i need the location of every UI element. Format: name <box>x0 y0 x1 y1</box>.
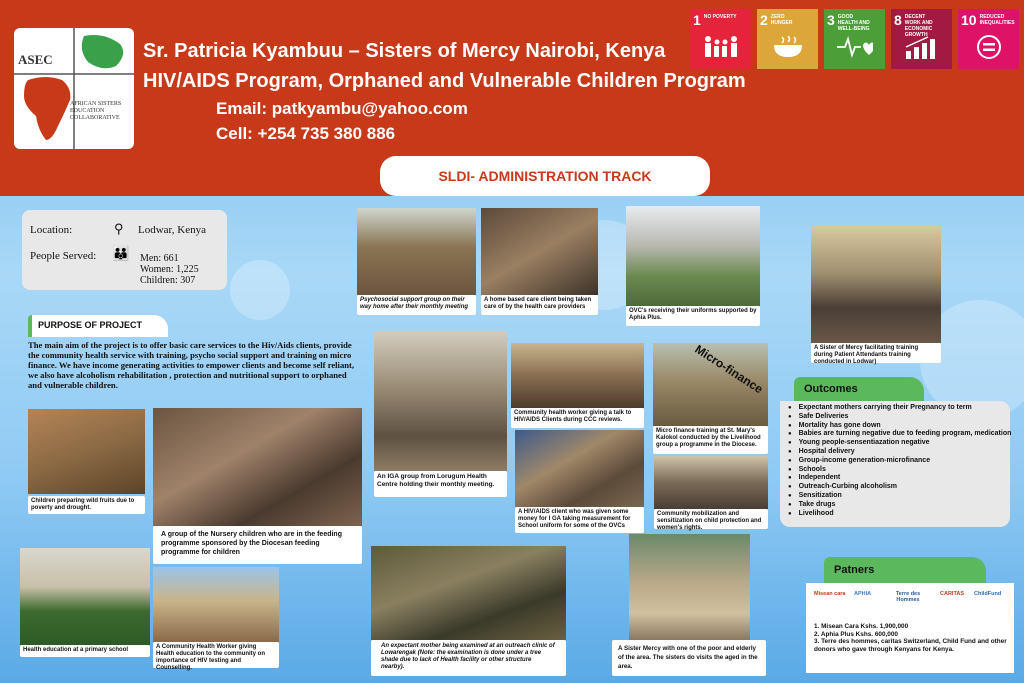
sdg-8-tile: 8 DECENT WORK AND ECONOMIC GROWTH <box>891 9 952 69</box>
partner-logo-childfund: ChildFund <box>974 591 1002 597</box>
sdg-3-tile: 3 GOOD HEALTH AND WELL-BEING <box>824 9 885 69</box>
caption-sister-training: A Sister of Mercy facilitating training during Patient Attendants training conducted in Lodwar) <box>811 343 941 363</box>
caption-iga: An IGA group from Lorugum Health Centre holding their monthly meeting. <box>374 471 507 497</box>
sdg-10-tile: 10 REDUCED INEQUALITIES <box>958 9 1019 69</box>
purpose-heading-tab <box>28 315 168 337</box>
photo-expectant-mother <box>371 546 566 640</box>
caption-children-fruits: Children preparing wild fruits due to poverty and drought. <box>28 496 145 514</box>
photo-nursery-children <box>153 408 362 526</box>
background-bubble <box>230 260 290 320</box>
outcome-item: ● Mortality has gone down <box>788 422 1005 431</box>
outcomes-list <box>780 401 1010 527</box>
caption-ovc: OVC's receiving their uniforms supported by Aphia Plus. <box>626 306 760 326</box>
outcome-item: ● Hospital delivery <box>788 448 1005 457</box>
women-count: Women: 1,225 <box>140 264 199 275</box>
caption-microfinance-training: Micro finance training at St. Mary's Kalokol conducted by the Livelihood group a programme in the Diocese. <box>653 426 768 454</box>
partner-logo-aphia: APHIA <box>854 591 872 597</box>
photo-chw-talk <box>511 343 644 408</box>
photo-home-based-care <box>481 208 598 295</box>
outcome-item: ● Independent <box>788 474 1005 483</box>
caption-psychosocial: Psychosocial support group on their way home after their monthly meeting <box>357 295 476 315</box>
photo-iga-group <box>374 331 507 471</box>
partner-logo-terre-des-hommes: Terre des Hommes <box>895 591 921 603</box>
outcome-item: ● Expectant mothers carrying their Pregnancy to term <box>788 404 1005 413</box>
bowl-icon <box>770 35 806 59</box>
poster-header <box>0 0 1024 196</box>
outcomes-heading-tab <box>794 377 924 401</box>
family-icon: 👪 <box>112 247 130 262</box>
caption-chw-hiv: A Community Health Worker giving Health education to the community on importance of HIV testing and Counselling. <box>153 642 279 668</box>
partner-entry: 1. Misean Cara Kshs. 1,900,000 <box>814 623 909 630</box>
outcome-item: ● Sensitization <box>788 492 1005 501</box>
men-count: Men: 661 <box>140 253 179 264</box>
poster-subtitle: HIV/AIDS Program, Orphaned and Vulnerable Children Program <box>143 70 746 92</box>
partner-entry: 2. Aphia Plus Kshs. 600,000 <box>814 630 898 638</box>
partner-logo-caritas: CARITAS <box>940 591 965 597</box>
africa-map-icon <box>14 28 134 149</box>
micro-finance-label: Micro-finance <box>692 342 766 397</box>
outcome-item: ● Babies are turning negative due to feeding program, medication <box>788 430 1005 439</box>
family-icon <box>703 35 739 59</box>
photo-sister-elderly <box>629 534 750 640</box>
logo-text: ASEC <box>18 52 53 67</box>
equality-icon <box>971 35 1007 59</box>
purpose-heading: PURPOSE OF PROJECT <box>38 320 143 330</box>
partner-entry: 3. Terre des hommes, caritas Switzerland, Child Fund and other donors who gave through Kenyans for Kenya. <box>814 638 1007 653</box>
outcome-item: ● Safe Deliveries <box>788 413 1005 422</box>
logo-subtext: AFRICAN SISTERS EDUCATION COLLABORATIVE <box>70 101 122 121</box>
children-count: Children: 307 <box>140 275 196 286</box>
contact-cell: Cell: +254 735 380 886 <box>216 124 396 143</box>
photo-hiv-client <box>515 430 644 507</box>
location-box <box>22 210 227 290</box>
caption-mother: An expectant mother being examined at an outreach clinic of Lowarengak (Note: the examination is done under a tree shade due to lack of Health facility or other structure nearby). <box>371 640 566 676</box>
caption-home-based: A home based care client being taken care of by the health care providers <box>481 295 598 315</box>
asec-logo <box>14 28 134 149</box>
outcome-item: ● Group-income generation-microfinance <box>788 457 1005 466</box>
photo-ovc-uniforms <box>626 206 760 306</box>
photo-psychosocial <box>357 208 476 295</box>
heartbeat-icon <box>837 35 873 59</box>
outcome-item: ● Schools <box>788 466 1005 475</box>
location-label: Location: <box>30 224 73 236</box>
photo-health-education <box>20 548 150 645</box>
partners-list <box>814 623 1012 653</box>
sdg-2-tile: 2 ZERO HUNGER <box>757 9 818 69</box>
photo-children-fruits <box>28 409 145 494</box>
caption-nursery: A group of the Nursery children who are in the feeding programme sponsored by the Diocesan feeding programme for children <box>153 526 362 564</box>
partners-heading-tab <box>824 557 986 583</box>
outcome-item: ● Outreach-Curbing alcoholism <box>788 483 1005 492</box>
poster-title: Sr. Patricia Kyambuu – Sisters of Mercy Nairobi, Kenya <box>143 40 666 62</box>
photo-community-mobilization <box>654 456 768 509</box>
caption-mobilization: Community mobilization and sensitization on child protection and women's rights. <box>654 509 768 529</box>
partners-box <box>806 583 1014 673</box>
partner-logo-misean-cara: Misean cara <box>814 591 846 597</box>
caption-health-education: Health education at a primary school <box>20 645 150 657</box>
outcomes-heading: Outcomes <box>804 383 858 395</box>
growth-chart-icon <box>904 35 940 59</box>
caption-sister-elderly: A Sister Mercy with one of the poor and elderly of the area. The sisters do visits the aged in the area. <box>612 640 766 676</box>
sdg-1-tile: 1 NO POVERTY <box>690 9 751 69</box>
partners-heading: Patners <box>834 564 875 576</box>
location-pin-icon: ⚲ <box>114 221 124 236</box>
purpose-text: The main aim of the project is to offer basic care services to the Hiv/Aids clients, provide the community health service with training, psycho social support and training on micro finance. We have income generating activities to empower clients and become self reliant, we also have alcoholism rehabilitation , protection and nutritional support to orphaned and vulnerable children. <box>28 340 355 390</box>
location-value: Lodwar, Kenya <box>138 224 206 236</box>
outcome-item: ● Take drugs <box>788 501 1005 510</box>
people-served-label: People Served: <box>30 250 97 262</box>
track-banner: SLDI- ADMINISTRATION TRACK <box>380 156 710 196</box>
outcome-item: ● Young people-sensentiazation negative <box>788 439 1005 448</box>
photo-sister-training <box>811 226 941 343</box>
outcome-item: ● Livelihood <box>788 510 1005 519</box>
caption-hiv-client: A HIV/AIDS client who was given some money for I GA taking measurement for School uniform for some of the OVCs <box>515 507 644 533</box>
photo-chw-hiv <box>153 567 279 642</box>
caption-chw-talk: Community health worker giving a talk to HIV/AIDS Clients during CCC reviews. <box>511 408 644 428</box>
contact-email: Email: patkyambu@yahoo.com <box>216 99 468 118</box>
